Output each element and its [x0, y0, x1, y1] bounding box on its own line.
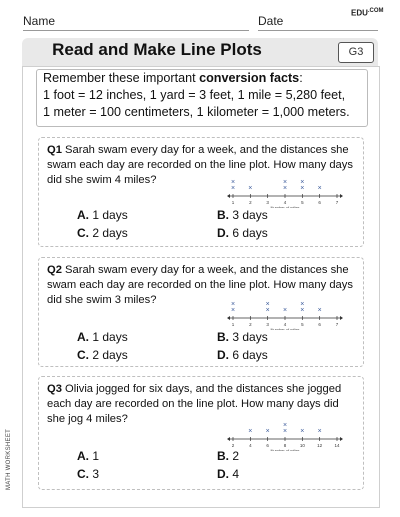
- grade-badge: G3: [338, 42, 374, 63]
- plot-x-mark: ×: [300, 307, 305, 314]
- option-b[interactable]: B. 3 days: [217, 330, 268, 344]
- option-c[interactable]: C. 3: [77, 467, 100, 481]
- plot-x-mark: ×: [317, 428, 322, 435]
- worksheet-title: Read and Make Line Plots: [52, 40, 262, 59]
- question-2-card: [38, 257, 364, 367]
- plot-x-mark: ×: [265, 301, 270, 308]
- option-a[interactable]: A. 1 days: [77, 208, 128, 222]
- question-3-card: [38, 376, 364, 490]
- plot-tick-label: 2: [231, 443, 235, 448]
- name-line: [23, 30, 249, 31]
- plot-tick-label: 4: [283, 200, 287, 205]
- plot-x-mark: ×: [265, 428, 270, 435]
- plot-axis-label: Number of miles: [270, 448, 300, 451]
- option-b[interactable]: B. 2: [217, 449, 240, 463]
- option-d[interactable]: D. 6 days: [217, 348, 268, 362]
- plot-tick-label: 5: [301, 322, 304, 327]
- date-label: Date: [258, 14, 284, 28]
- line-plot-q3: [225, 415, 345, 451]
- plot-tick-label: 1: [231, 200, 235, 205]
- plot-arrow-right: [340, 316, 343, 320]
- plot-arrow-left: [227, 316, 230, 320]
- plot-tick-label: 7: [335, 322, 339, 327]
- plot-x-mark: ×: [265, 307, 270, 314]
- facts-line-2: 1 foot = 12 inches, 1 yard = 3 feet, 1 mile = 5,280 feet,: [43, 88, 346, 102]
- conversion-facts-box: [36, 69, 368, 127]
- plot-tick-label: 3: [266, 322, 269, 327]
- plot-x-mark: ×: [230, 307, 236, 314]
- line-plot-q2: [225, 294, 345, 330]
- facts-intro: Remember these important conversion facts:: [43, 71, 303, 85]
- date-line: [258, 30, 378, 31]
- option-a[interactable]: A. 1: [77, 449, 100, 463]
- plot-arrow-left: [227, 194, 230, 198]
- plot-x-mark: ×: [317, 307, 322, 314]
- question-3-text: Q3 Olivia jogged for six days, and the distances she jogged each day are recorded on the line plot. How many days did she jog 4 miles?: [47, 383, 342, 425]
- plot-x-mark: ×: [300, 185, 305, 192]
- plot-tick-label: 6: [266, 443, 269, 448]
- plot-tick-label: 3: [266, 200, 269, 205]
- plot-tick-label: 1: [231, 322, 235, 327]
- option-d[interactable]: D. 4: [217, 467, 240, 481]
- option-d[interactable]: D. 6 days: [217, 226, 268, 240]
- plot-tick-label: 4: [249, 443, 252, 448]
- brand-name: EDU: [351, 8, 368, 18]
- option-b[interactable]: B. 3 days: [217, 208, 268, 222]
- plot-x-mark: ×: [248, 428, 253, 435]
- plot-x-mark: ×: [230, 301, 236, 308]
- option-a[interactable]: A. 1 days: [77, 330, 128, 344]
- plot-x-mark: ×: [248, 185, 253, 192]
- plot-tick-label: 10: [299, 443, 305, 448]
- plot-axis-label: Number of miles: [270, 205, 300, 208]
- option-c[interactable]: C. 2 days: [77, 348, 128, 362]
- option-c[interactable]: C. 2 days: [77, 226, 128, 240]
- plot-tick-label: 8: [283, 443, 287, 448]
- plot-x-mark: ×: [300, 428, 305, 435]
- plot-tick-label: 2: [249, 200, 252, 205]
- line-plot-q1: [225, 172, 345, 208]
- plot-x-mark: ×: [282, 422, 288, 429]
- plot-arrow-right: [340, 194, 343, 198]
- question-1-card: [38, 137, 364, 247]
- plot-tick-label: 2: [249, 322, 252, 327]
- plot-tick-label: 6: [318, 322, 321, 327]
- plot-x-mark: ×: [230, 179, 236, 186]
- brand-suffix: .COM: [367, 8, 384, 14]
- name-label: Name: [23, 14, 56, 28]
- question-1-text: Q1 Sarah swam every day for a week, and the distances she swam each day are recorded on the line plot. How many days did she swim 4 miles?: [47, 144, 353, 186]
- plot-x-mark: ×: [317, 185, 322, 192]
- plot-x-mark: ×: [300, 179, 305, 186]
- plot-tick-label: 4: [283, 322, 287, 327]
- facts-line-3: 1 meter = 100 centimeters, 1 kilometer = 1,000 meters.: [43, 105, 350, 119]
- plot-arrow-left: [227, 437, 230, 441]
- plot-axis-label: Number of miles: [270, 327, 300, 330]
- plot-x-mark: ×: [300, 301, 305, 308]
- plot-tick-label: 5: [301, 200, 304, 205]
- plot-x-mark: ×: [282, 185, 288, 192]
- plot-x-mark: ×: [282, 428, 288, 435]
- plot-tick-label: 7: [335, 200, 339, 205]
- question-2-text: Q2 Sarah swam every day for a week, and the distances she swam each day are recorded on the line plot. How many days did she swim 3 miles?: [47, 264, 353, 306]
- math-worksheet-label: MATH WORKSHEET: [6, 428, 12, 490]
- plot-x-mark: ×: [282, 179, 288, 186]
- brand-logo: [351, 8, 384, 18]
- plot-tick-label: 6: [318, 200, 321, 205]
- plot-tick-label: 12: [317, 443, 323, 448]
- plot-x-mark: ×: [282, 307, 288, 314]
- plot-arrow-right: [340, 437, 343, 441]
- plot-x-mark: ×: [230, 185, 236, 192]
- plot-tick-label: 14: [334, 443, 340, 448]
